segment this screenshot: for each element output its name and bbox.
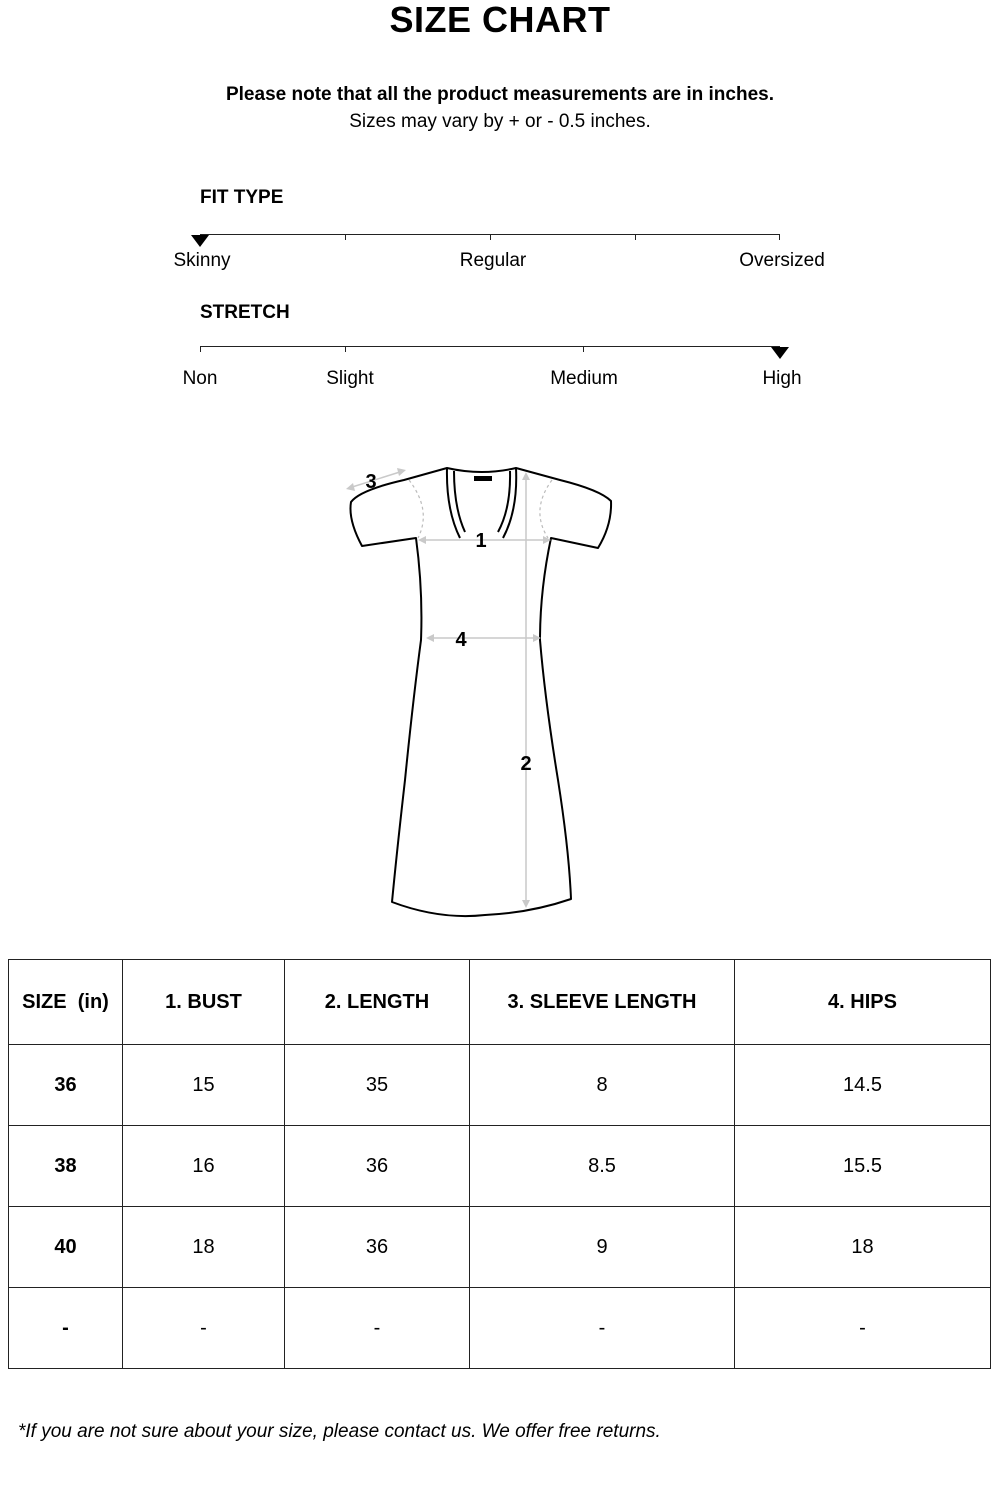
arrow-icon bbox=[418, 536, 426, 544]
label-tag bbox=[474, 476, 492, 481]
table-cell: - bbox=[285, 1288, 470, 1369]
armhole-seam bbox=[540, 480, 552, 538]
table-cell: 18 bbox=[123, 1207, 285, 1288]
footer-note: *If you are not sure about your size, please contact us. We offer free returns. bbox=[18, 1421, 661, 1442]
stretch-option-high: High bbox=[762, 368, 802, 389]
stretch-tick bbox=[345, 346, 346, 352]
measure-label-bust: 1 bbox=[475, 530, 487, 552]
header-length: 2. LENGTH bbox=[285, 960, 470, 1045]
fit-type-tick bbox=[779, 234, 780, 240]
fit-type-tick bbox=[345, 234, 346, 240]
neckline-inner bbox=[498, 471, 510, 532]
table-cell: 18 bbox=[735, 1207, 991, 1288]
table-cell: 8 bbox=[470, 1045, 735, 1126]
arrow-icon bbox=[522, 472, 530, 480]
arrow-icon bbox=[426, 634, 434, 642]
table-cell: - bbox=[9, 1288, 123, 1369]
measure-label-length: 2 bbox=[520, 753, 532, 775]
stretch-scale-line bbox=[200, 346, 780, 347]
table-cell: 16 bbox=[123, 1126, 285, 1207]
fit-type-tick bbox=[635, 234, 636, 240]
fit-type-option-skinny: Skinny bbox=[173, 250, 231, 271]
table-cell: 9 bbox=[470, 1207, 735, 1288]
neckline-inner bbox=[454, 471, 465, 532]
stretch-option-medium: Medium bbox=[550, 368, 618, 389]
table-cell: 38 bbox=[9, 1126, 123, 1207]
stretch-option-non: Non bbox=[182, 368, 218, 389]
table-cell: 14.5 bbox=[735, 1045, 991, 1126]
arrow-icon bbox=[346, 483, 355, 491]
header-sleeve-length: 3. SLEEVE LENGTH bbox=[470, 960, 735, 1045]
arrow-icon bbox=[522, 900, 530, 908]
fit-type-option-oversized: Oversized bbox=[739, 250, 825, 271]
table-cell: 8.5 bbox=[470, 1126, 735, 1207]
measure-label-hips: 4 bbox=[455, 629, 467, 651]
table-cell: 40 bbox=[9, 1207, 123, 1288]
armhole-seam bbox=[409, 480, 423, 538]
fit-type-tick bbox=[490, 234, 491, 240]
table-cell: 15.5 bbox=[735, 1126, 991, 1207]
table-cell: 36 bbox=[9, 1045, 123, 1126]
table-cell: - bbox=[735, 1288, 991, 1369]
stretch-option-slight: Slight bbox=[326, 368, 374, 389]
fit-type-title: FIT TYPE bbox=[200, 187, 284, 208]
stretch-marker-icon bbox=[771, 347, 789, 359]
table-cell: - bbox=[123, 1288, 285, 1369]
header-hips: 4. HIPS bbox=[735, 960, 991, 1045]
measure-label-sleeve: 3 bbox=[365, 471, 377, 493]
stretch-title: STRETCH bbox=[200, 302, 290, 323]
table-cell: 36 bbox=[285, 1126, 470, 1207]
arrow-icon bbox=[397, 468, 406, 476]
stretch-tick bbox=[583, 346, 584, 352]
table-cell: - bbox=[470, 1288, 735, 1369]
table-row bbox=[9, 1207, 991, 1288]
table-cell: 15 bbox=[123, 1045, 285, 1126]
fit-type-marker-icon bbox=[191, 235, 209, 247]
stretch-tick bbox=[200, 346, 201, 352]
page-title: SIZE CHART bbox=[389, 0, 611, 40]
table-cell: 35 bbox=[285, 1045, 470, 1126]
table-row bbox=[9, 1126, 991, 1207]
header-bust: 1. BUST bbox=[123, 960, 285, 1045]
table-header-row bbox=[9, 960, 991, 1045]
dress-diagram bbox=[330, 455, 630, 925]
header-size: SIZE (in) bbox=[9, 960, 123, 1045]
table-cell: 36 bbox=[285, 1207, 470, 1288]
table-row bbox=[9, 1288, 991, 1369]
measurement-note: Please note that all the product measurements are in inches. bbox=[225, 84, 774, 105]
size-table bbox=[8, 959, 991, 1369]
fit-type-option-regular: Regular bbox=[459, 250, 527, 271]
table-row bbox=[9, 1045, 991, 1126]
variance-note: Sizes may vary by + or - 0.5 inches. bbox=[349, 111, 651, 132]
